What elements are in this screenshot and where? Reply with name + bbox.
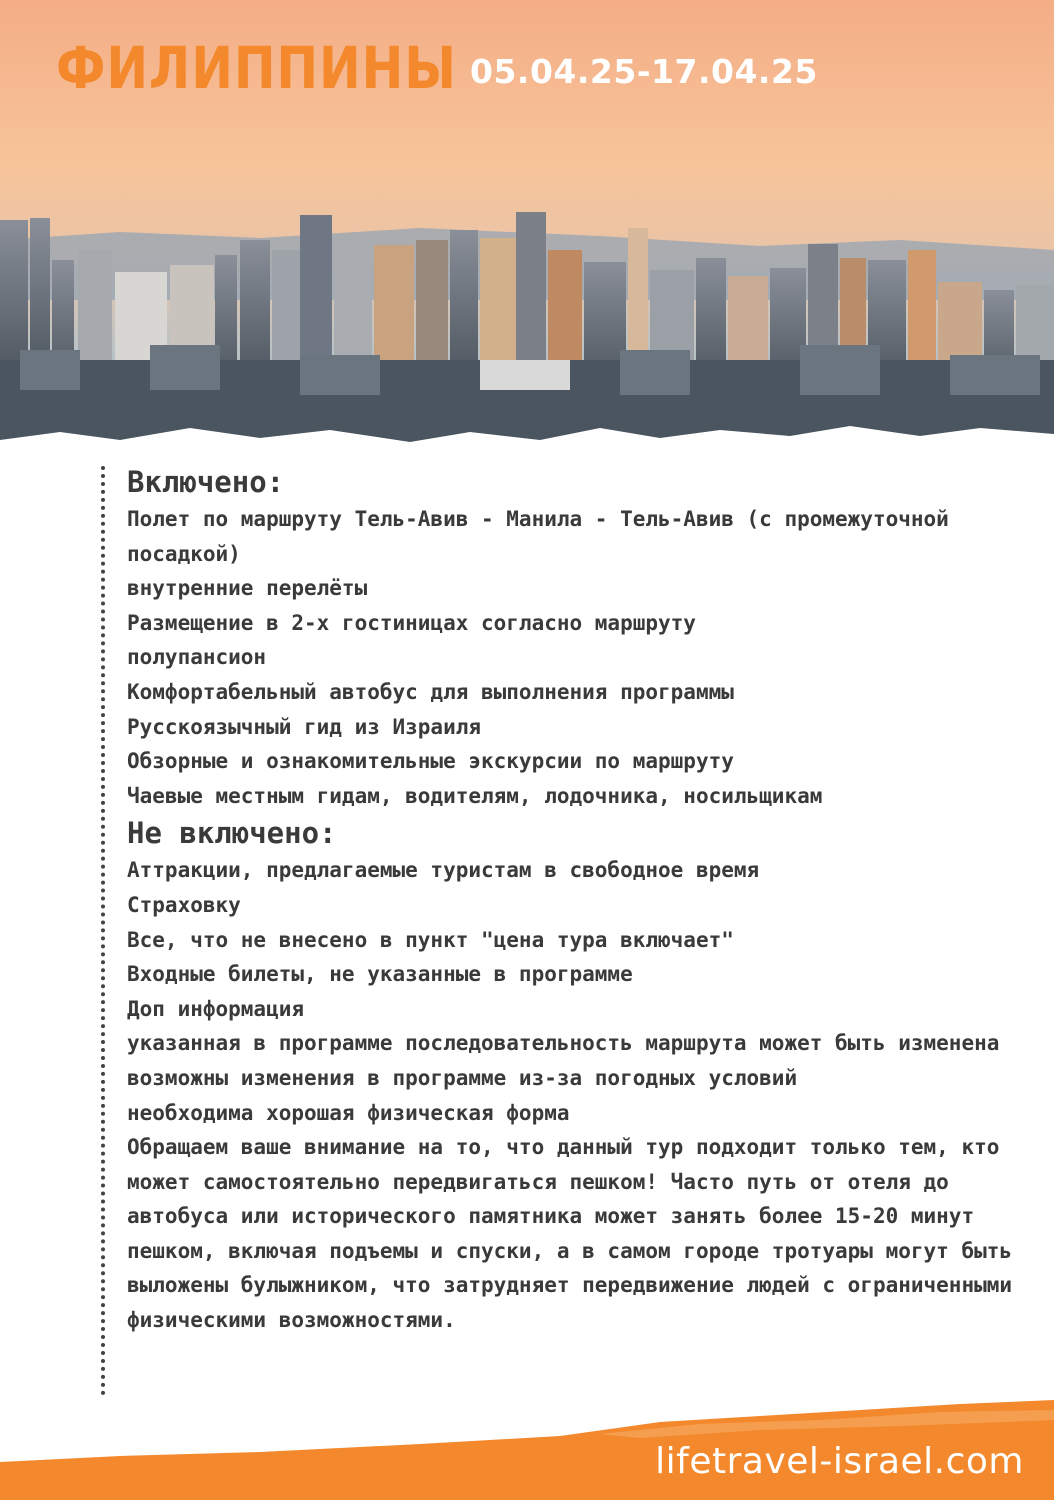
- dotted-divider: [101, 466, 105, 1396]
- not-included-item: Аттракции, предлагаемые туристам в свободное время: [127, 858, 760, 883]
- included-item: Комфортабельный автобус для выполнения программы: [127, 679, 734, 704]
- additional-info-label: Доп информация: [127, 996, 305, 1021]
- not-included-item: Все, что не внесено в пункт "цена тура включает": [127, 927, 734, 952]
- included-list: [127, 502, 1027, 813]
- additional-info-item: указанная в программе последовательность маршрута может быть изменена: [127, 1031, 1000, 1056]
- page-title: ФИЛИППИНЫ: [56, 34, 457, 102]
- tour-dates: 05.04.25-17.04.25: [470, 52, 818, 91]
- tour-details: [127, 462, 1027, 1338]
- additional-info-item: необходима хорошая физическая форма: [127, 1100, 570, 1125]
- additional-info-item: возможны изменения в программе из-за погодных условий: [127, 1065, 798, 1090]
- footer-banner: [0, 1400, 1054, 1500]
- walking-notice: Обращаем ваше внимание на то, что данный тур подходит только тем, кто может самостоятельно передвигаться пешком! Часто путь от отеля до автобуса или исторического памятника может занять более 15-20 минут пешком, включая подъемы и спуски, а в самом городе тротуары могут быть выложены булыжником, что затрудняет передвижение людей с ограниченными физическими возможностями.: [127, 1135, 1025, 1333]
- included-item: Полет по маршруту Тель-Авив - Манила - Тель-Авив (с промежуточной посадкой): [127, 507, 962, 566]
- not-included-heading: Не включено:: [127, 816, 337, 851]
- included-item: Чаевые местным гидам, водителям, лодочника, носильщикам: [127, 783, 823, 808]
- included-item: Размещение в 2-х гостиницах согласно маршруту: [127, 610, 696, 635]
- included-item: внутренние перелёты: [127, 576, 368, 601]
- included-item: Русскоязычный гид из Израиля: [127, 714, 482, 739]
- included-item: полупансион: [127, 645, 267, 670]
- not-included-item: Входные билеты, не указанные в программе: [127, 962, 633, 987]
- included-item: Обзорные и ознакомительные экскурсии по маршруту: [127, 749, 734, 774]
- included-heading: Включено:: [127, 465, 285, 499]
- not-included-list: [127, 853, 1027, 1337]
- website-link[interactable]: lifetravel-israel.com: [655, 1441, 1024, 1482]
- not-included-item: Страховку: [127, 892, 241, 917]
